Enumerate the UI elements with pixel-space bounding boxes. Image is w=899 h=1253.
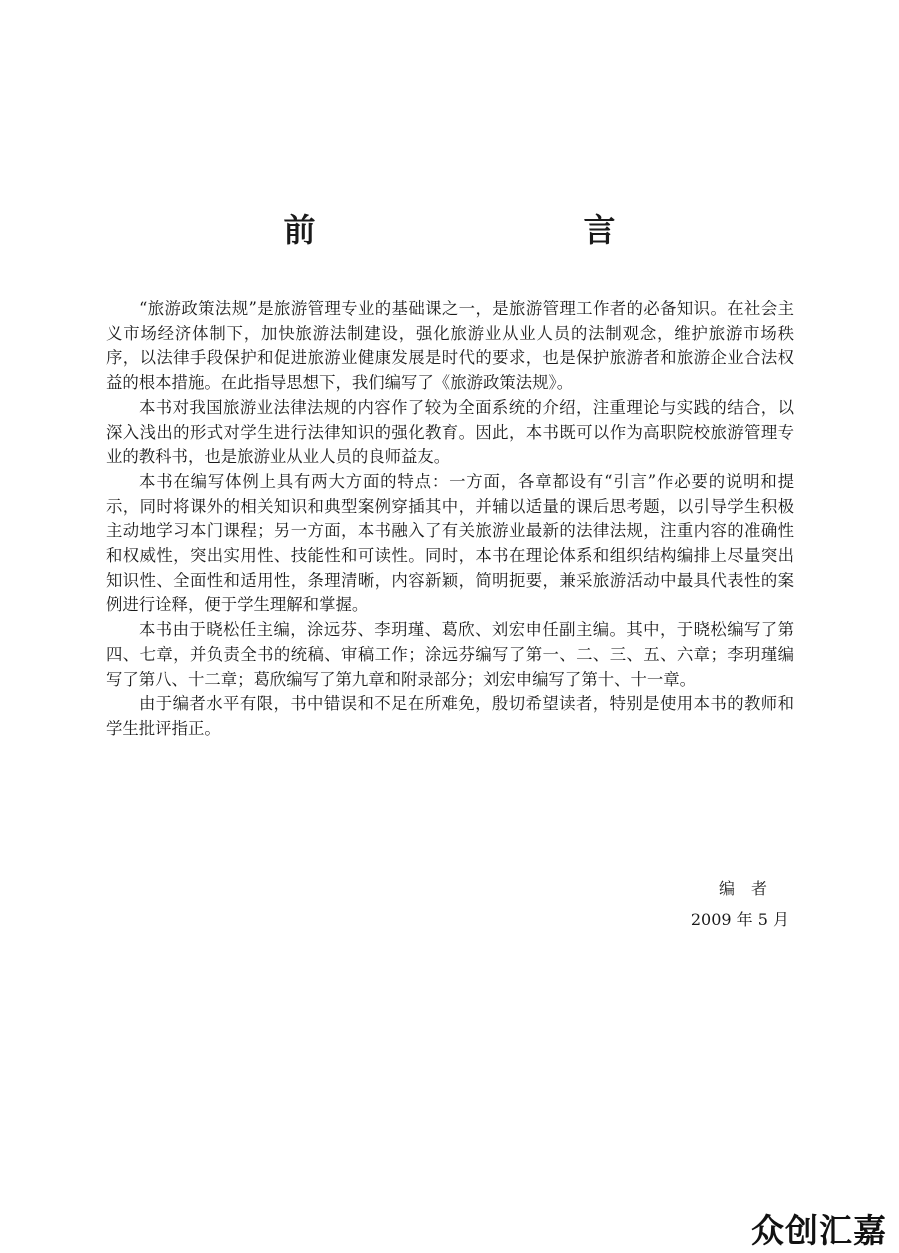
preface-body — [106, 297, 794, 742]
page-title: 前 言 — [283, 211, 684, 249]
signature-editor: 编者 — [718, 879, 783, 898]
watermark-logo: 众创汇嘉 — [751, 1211, 887, 1250]
paragraph-2: 本书对我国旅游业法律法规的内容作了较为全面系统的介绍，注重理论与实践的结合，以深入浅出的形式对学生进行法律知识的强化教育。因此，本书既可以作为高职院校旅游管理专业的教科书，也是旅游业从业人员的良师益友。 — [106, 397, 794, 467]
signature-block — [691, 873, 789, 935]
paragraph-1: “旅游政策法规”是旅游管理专业的基础课之一，是旅游管理工作者的必备知识。在社会主义市场经济体制下，加快旅游法制建设，强化旅游业从业人员的法制观念，维护旅游市场秩序，以法律手段保护和促进旅游业健康发展是时代的要求，也是保护旅游者和旅游企业合法权益的根本措施。在此指导思想下，我们编写了《旅游政策法规》。 — [106, 299, 794, 393]
paragraph-4: 本书由于晓松任主编，涂远芬、李玥瑾、葛欣、刘宏申任副主编。其中，于晓松编写了第四、七章，并负责全书的统稿、审稿工作；涂远芬编写了第一、二、三、五、六章；李玥瑾编写了第八、十二章；葛欣编写了第九章和附录部分；刘宏申编写了第十、十一章。 — [106, 620, 794, 689]
signature-date: 2009 年 5 月 — [690, 910, 789, 929]
paragraph-5: 由于编者水平有限，书中错误和不足在所难免，殷切希望读者，特别是使用本书的教师和学生批评指正。 — [106, 694, 794, 738]
paragraph-3: 本书在编写体例上具有两大方面的特点：一方面，各章都设有“引言”作必要的说明和提示，同时将课外的相关知识和典型案例穿插其中，并辅以适量的课后思考题，以引导学生积极主动地学习本门课程；另一方面，本书融入了有关旅游业最新的法律法规，注重内容的准确性和权威性，突出实用性、技能性和可读性。同时，本书在理论体系和组织结构编排上尽量突出知识性、全面性和适用性，条理清晰，内容新颖，简明扼要，兼采旅游活动中最具代表性的案例进行诠释，便于学生理解和掌握。 — [106, 471, 794, 615]
